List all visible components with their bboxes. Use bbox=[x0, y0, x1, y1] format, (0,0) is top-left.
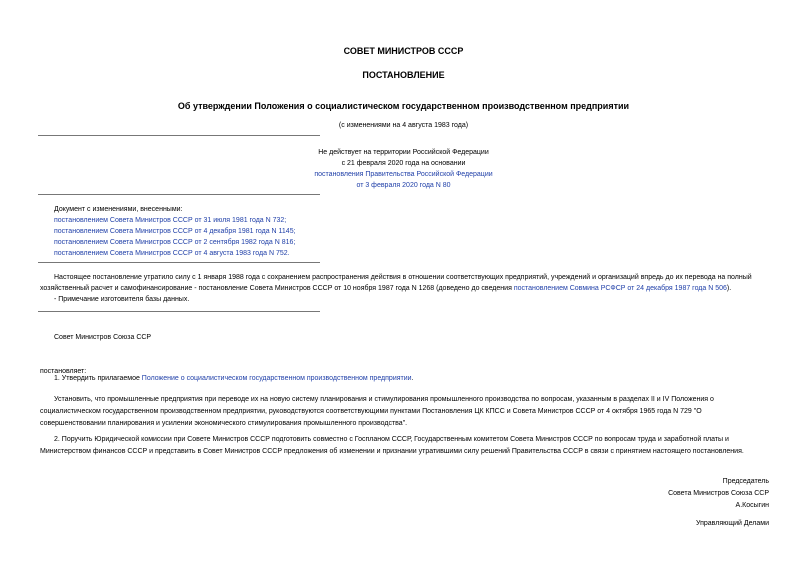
signature-name: А.Косыгин bbox=[735, 502, 769, 509]
changes-block bbox=[54, 204, 296, 259]
validity-line-1: Не действует на территории Российской Федерации bbox=[318, 149, 489, 156]
doc-type-heading: ПОСТАНОВЛЕНИЕ bbox=[362, 70, 445, 80]
divider bbox=[38, 135, 320, 136]
expiry-line-2: хозяйственный расчет и самофинансирование - постановление Совета Министров СССР от 10 ноября 1987 года N 1268 (доведено до сведения постановлением Совмина РСФСР от 24 декабря 1987 года N 506). bbox=[40, 285, 732, 292]
change-link[interactable]: постановлением Совета Министров СССР от 31 июля 1981 года N 732; bbox=[54, 217, 287, 224]
amendment-note: (с изменениями на 4 августа 1983 года) bbox=[338, 122, 469, 129]
expiry-line-3: - Примечание изготовителя базы данных. bbox=[54, 296, 190, 303]
document-title: Об утверждении Положения о социалистическом государственном производственном предприятии bbox=[177, 101, 630, 111]
validity-block bbox=[0, 147, 807, 191]
regulation-link[interactable]: Положение о социалистическом государственном производственном предприятии bbox=[141, 375, 412, 382]
divider bbox=[38, 311, 320, 312]
expiry-line-1: Настоящее постановление утратило силу с 1 января 1988 года с сохранением распространения действия в отношении соответствующих предприятий, учреждений и организаций впредь до их перевода на полный bbox=[54, 274, 752, 281]
change-link[interactable]: постановлением Совета Министров СССР от 4 декабря 1981 года N 1145; bbox=[54, 228, 296, 235]
signature-role-3: Управляющий Делами bbox=[695, 520, 769, 527]
divider bbox=[38, 194, 320, 195]
signature-role-2: Совета Министров Союза ССР bbox=[668, 490, 769, 497]
changes-label: Документ с изменениями, внесенными: bbox=[54, 206, 183, 213]
council-line: Совет Министров Союза ССР bbox=[54, 334, 152, 341]
change-link[interactable]: постановлением Совета Министров СССР от 2 сентября 1982 года N 816; bbox=[54, 239, 296, 246]
validity-link-2[interactable]: от 3 февраля 2020 года N 80 bbox=[356, 182, 451, 189]
validity-line-2: с 21 февраля 2020 года на основании bbox=[341, 160, 466, 167]
expiry-link[interactable]: постановлением Совмина РСФСР от 24 декабря 1987 года N 506 bbox=[513, 285, 727, 292]
decrees-line: постановляет: bbox=[40, 368, 87, 375]
change-link[interactable]: постановлением Совета Министров СССР от 4 августа 1983 года N 752. bbox=[54, 250, 290, 257]
expiry-note bbox=[40, 272, 752, 305]
paragraph-1: 1. Утвердить прилагаемое Положение о социалистическом государственном производственном предприятии. bbox=[54, 375, 414, 382]
paragraph-establish: Установить, что промышленные предприятия при переводе их на новую систему планирования и стимулирования промышленного производства по вопросам, указанным в разделах II и IV Положения о социалистическом государственном производственном предприятии, руководствуются соответствующими пунктами Постановления ЦК КПСС и Совета Министров СССР от 4 октября 1965 года N 729 "О совершенствовании планирования и усилении экономического стимулирования промышленного производства". bbox=[40, 396, 714, 427]
signature-block bbox=[668, 476, 769, 512]
validity-link-1[interactable]: постановления Правительства Российской Федерации bbox=[314, 171, 493, 178]
divider bbox=[38, 262, 320, 263]
paragraph-2: 2. Поручить Юридической комиссии при Совете Министров СССР подготовить совместно с Госпланом СССР, Государственным комитетом Совета Министров СССР по вопросам труда и заработной платы и Министерством финансов СССР и представить в Совет Министров СССР предложения об изменении и признании утратившими силу решений Правительства СССР в связи с принятием настоящего постановления. bbox=[40, 436, 744, 455]
org-heading: СОВЕТ МИНИСТРОВ СССР bbox=[343, 46, 464, 56]
signature-role-1: Председатель bbox=[722, 478, 769, 485]
